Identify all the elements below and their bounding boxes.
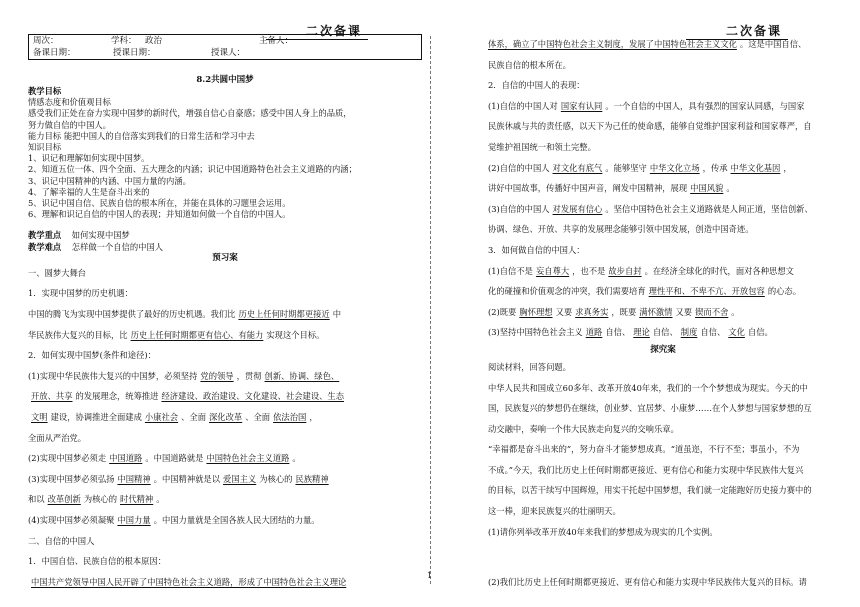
text-run: 、全面 xyxy=(245,412,271,422)
text-run: 的心态。 xyxy=(767,286,802,297)
question-heading: 1．实现中国梦的历史机遇： xyxy=(28,288,133,299)
goal-line: 4、了解幸福的人生是奋斗出来的 xyxy=(28,186,150,197)
explore-heading: 探究案 xyxy=(650,344,676,355)
goal-line: 努力做自信的中国人。 xyxy=(28,119,111,130)
key-point: 如何实现中国梦 xyxy=(71,230,130,241)
answer-blank: 文化 xyxy=(728,327,745,338)
difficult-point: 怎样做一个自信的中国人 xyxy=(71,241,164,252)
text-run: ， xyxy=(309,412,318,422)
answer-blank: 改革创新 xyxy=(47,494,81,505)
goal-line: 能力目标 能把中国人的自信落实到我们的日常生活和学习中去 xyxy=(28,130,255,141)
text-run: (1)自信的中国人对 xyxy=(488,100,558,111)
text-run: (2)自信的中国人 xyxy=(488,162,550,173)
text-line: 觉维护祖国统一和领土完整。 xyxy=(488,141,596,152)
question-text: (2)我们比历史上任何时期都更接近、更有信心和能力实现中华民族伟大复兴的目标。请 xyxy=(488,577,807,588)
answer-blank: 依法治国 xyxy=(273,412,307,422)
text-run: (1)自信不是 xyxy=(488,265,533,276)
left-page xyxy=(28,0,422,607)
answer-blank: 历史上任何时期都更接近 xyxy=(238,309,330,320)
text-run: 和以 xyxy=(28,494,45,505)
answer-blank: 深化改革 xyxy=(209,412,243,422)
subject-label: 学科： xyxy=(111,36,137,46)
answer-blank: 开放、共享 xyxy=(31,391,73,402)
goal-line: 3、识记中国精神的内涵、中国力量的内涵。 xyxy=(28,175,191,186)
text-run: (3)自信的中国人 xyxy=(488,203,550,214)
answer-blank: 党的领导 xyxy=(200,370,234,381)
text-run: 为核心的 xyxy=(259,473,293,484)
answer-blank: 小康社会 xyxy=(144,412,179,422)
answer-blank: 中国风貌 xyxy=(690,183,724,194)
text-run: 又要 xyxy=(555,306,573,317)
goal-line: 1、识记和理解如何实现中国梦。 xyxy=(28,153,150,164)
text-line: 国，民族复兴的梦想仍在继续，创业梦、宜居梦、小康梦……在个人梦想与国家梦想的互 xyxy=(488,403,812,414)
answer-blank: 理性平和、不卑不亢、开放包容 xyxy=(648,286,765,297)
answer-blank: 爱国主义 xyxy=(223,473,257,484)
text-run: ， xyxy=(783,162,792,173)
text-line: 中华人民共和国成立60多年、改革开放40年来，我们的一个个梦想成为现实。今天的中 xyxy=(488,382,808,393)
answer-blank: 中华文化立场 xyxy=(649,162,700,173)
answer-blank: 中华文化基因 xyxy=(730,162,781,173)
goals-list xyxy=(28,97,422,220)
goal-line: 知识目标 xyxy=(28,142,62,153)
answer-blank: 中国共产党领导中国人民开辟了中国特色社会主义道路，形成了中国特色社会主义理论 xyxy=(31,576,347,587)
text-line: 全面从严治党。 xyxy=(28,432,87,443)
answer-blank: 历史上任何时期都更有信心、有能力 xyxy=(130,329,264,340)
lesson-title: 8.2共圆中国梦 xyxy=(196,75,254,85)
answer-blank: 创新、协调、绿色、 xyxy=(264,370,340,381)
teacher-label: 授课人： xyxy=(211,48,246,58)
goal-line: 5、识记中国自信、民族自信的根本所在，并能在具体的习题里会运用。 xyxy=(28,198,291,209)
text-run: 自信。 xyxy=(747,327,773,338)
text-line: “幸福都是奋斗出来的”，努力奋斗才能梦想成真。“道虽迩，不行不至；事虽小，不为 xyxy=(488,444,800,455)
text-run: 自信、 xyxy=(652,327,678,338)
answer-space xyxy=(488,542,838,572)
answer-blank: 中国特色社会主义道路 xyxy=(206,453,290,464)
text-run: 。 xyxy=(292,453,301,464)
goals-heading: 教学目标 xyxy=(28,86,62,96)
text-run: 的发展理念，统筹推进 xyxy=(75,391,159,402)
answer-blank: 对文化有底气 xyxy=(552,162,603,173)
text-run: 又要 xyxy=(675,306,693,317)
page-divider xyxy=(430,36,431,584)
text-run: 实现这个目标。 xyxy=(266,329,325,340)
answer-blank: 国家有认同 xyxy=(560,100,603,111)
answer-blank: 中国力量 xyxy=(117,514,151,525)
text-run: 。 xyxy=(731,306,740,317)
text-line: 民族自信的根本所在。 xyxy=(488,59,571,70)
goal-line: 6、理解和识记自信的中国人的表现；并知道如何做一个自信的中国人。 xyxy=(28,209,291,220)
text-run: 。中国精神就是以 xyxy=(153,473,221,484)
text-run: 化的碰撞和价值观念的冲突，我们需要培育 xyxy=(488,286,646,297)
text-line: 民族休戚与共的责任感，以天下为己任的使命感，能够自觉维护国家利益和国家尊严，自 xyxy=(488,121,812,132)
text-line: 的目标，以苦干续写中国辉煌，用实干托起中国梦想，我们就一定能跑好历史接力赛中的 xyxy=(488,485,812,496)
secondary-prep-header: 二次备课 xyxy=(686,22,788,40)
answer-blank: 文明 xyxy=(31,412,48,422)
answer-blank: 求真务实 xyxy=(575,306,609,317)
text-run: 。在经济全球化的时代，面对各种思想文 xyxy=(644,265,794,276)
text-run: (2)实现中国梦必须走 xyxy=(28,453,107,464)
right-page xyxy=(488,0,838,607)
text-run: (1)实现中华民族伟大复兴的中国梦，必须坚持 xyxy=(28,370,198,381)
teach-date-label: 授课日期： xyxy=(113,48,156,58)
text-run: 自信、 xyxy=(605,327,631,338)
answer-blank: 故步自封 xyxy=(608,265,642,276)
text-run: 自信、 xyxy=(700,327,726,338)
answer-blank: 道路 xyxy=(585,327,603,338)
text-run: 、全面 xyxy=(181,412,206,422)
page-number: 1 xyxy=(427,571,433,580)
prep-date-label: 备课日期： xyxy=(33,48,76,58)
text-line: 不成。”今天，我们比历史上任何时期都更接近、更有信心和能力实现中华民族伟大复兴 xyxy=(488,464,804,475)
right-content xyxy=(488,34,838,593)
text-run: 。中国道路就是 xyxy=(145,453,204,464)
text-run: 。能够坚守 xyxy=(605,162,647,173)
left-content xyxy=(28,70,422,592)
question-heading: 2．如何实现中国梦(条件和途径)： xyxy=(28,350,156,361)
key-point-label: 教学重点 xyxy=(28,230,62,241)
text-run: 。这是中国自信、 xyxy=(739,39,807,49)
text-line: 动交融中，奏响一个伟大民族走向复兴的交响乐章。 xyxy=(488,423,679,434)
text-run: 为核心的 xyxy=(83,494,118,505)
text-run: 建设，协调推进全面建成 xyxy=(50,412,142,422)
section-heading: 一、圆梦大舞台 xyxy=(28,267,87,278)
answer-blank: 满怀激情 xyxy=(639,306,673,317)
text-line: 这一棒，迎来民族复兴的壮丽明天。 xyxy=(488,506,621,517)
answer-blank: 对发展有信心 xyxy=(552,203,603,214)
answer-blank: 制度 xyxy=(680,327,698,338)
text-run: ，贯彻 xyxy=(236,370,262,381)
answer-blank: 时代精神 xyxy=(120,494,154,505)
goal-line: 感受我们正处在奋力实现中国梦的新时代，增强自信心自豪感；感受中国人身上的品质， xyxy=(28,108,352,119)
text-run: (3)坚持中国特色社会主义 xyxy=(488,327,583,338)
text-run: 讲好中国故事，传播好中国声音，阐发中国精神，展现 xyxy=(488,183,688,194)
section-heading: 二、自信的中国人 xyxy=(28,535,95,546)
text-run: (3)实现中国梦必须弘扬 xyxy=(28,473,115,484)
text-line: 阅读材料，回答问题。 xyxy=(488,361,571,372)
text-run: (2)既要 xyxy=(488,306,517,317)
text-run: ，既要 xyxy=(611,306,637,317)
answer-blank: 中国精神 xyxy=(117,473,151,484)
answer-blank: 妄自尊大 xyxy=(535,265,570,276)
subject-value: 政治 xyxy=(145,36,163,46)
text-run: (4)实现中国梦必须凝聚 xyxy=(28,514,115,525)
answer-blank: 经济建设、政治建设、文化建设、社会建设、生态 xyxy=(161,391,345,402)
question-text: (1)请你列举改革开放40年来我们的梦想成为现实的几个实例。 xyxy=(488,526,718,537)
text-run: 。一个自信的中国人，具有强烈的国家认同感，与国家 xyxy=(605,100,805,111)
text-run: 。 xyxy=(156,494,165,505)
answer-blank: 理论 xyxy=(633,327,650,338)
lesson-info-box xyxy=(28,34,422,60)
answer-blank: 胸怀理想 xyxy=(519,306,553,317)
answer-blank: 中国道路 xyxy=(109,453,143,464)
question-heading: 2．自信的中国人的表现： xyxy=(488,80,585,91)
question-heading: 1．中国自信、民族自信的根本原因： xyxy=(28,556,167,567)
difficult-point-label: 教学难点 xyxy=(28,241,62,252)
answer-blank: 民族精神 xyxy=(295,473,329,484)
goal-line: 2、知道五位一体、四个全面、五大理念的内涵；识记中国道路特色社会主义道路的内涵； xyxy=(28,164,357,175)
week-label: 周次： xyxy=(33,36,59,46)
text-run: ，也不是 xyxy=(572,265,606,276)
answer-blank: 锲而不舍 xyxy=(695,306,729,317)
goal-line: 情感态度和价值观目标 xyxy=(28,97,111,108)
text-line: 协调、绿色、开放、共享的发展理念能够引领中国发展，创造中国奇迹。 xyxy=(488,224,754,235)
text-run: 。坚信中国特色社会主义道路就是人间正道，坚信创新、 xyxy=(605,203,813,214)
answer-blank: 体系，确立了中国特色社会主义制度，发展了中国特色社会主义文化 xyxy=(488,39,737,49)
question-heading: 3．如何做自信的中国人： xyxy=(488,244,585,255)
preview-heading: 预习案 xyxy=(212,252,238,263)
secondary-prep-header: 二次备课 xyxy=(266,22,368,40)
text-run: 中国的腾飞为实现中国梦提供了最好的历史机遇。我们比 xyxy=(28,309,236,320)
text-run: ，传承 xyxy=(702,162,728,173)
text-run: 。 xyxy=(726,183,735,194)
text-run: 华民族伟大复兴的目标，比 xyxy=(28,329,128,340)
text-run: 中 xyxy=(332,309,342,320)
text-run: 。中国力量就是全国各族人民大团结的力量。 xyxy=(153,514,320,525)
preparer-label: 主备人： xyxy=(259,36,294,46)
